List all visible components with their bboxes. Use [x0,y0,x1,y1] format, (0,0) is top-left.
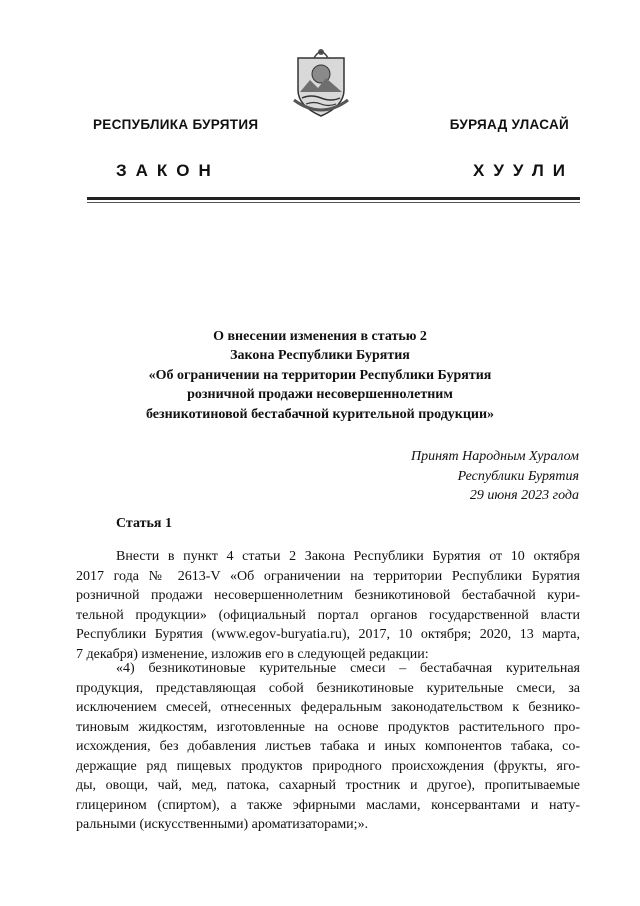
text-line: глицерином (спиртом), а также эфирными маслами, консервантами и нату- [76,797,580,813]
text-line: держащие ряд пищевых продуктов природного происхождения (фрукты, яго- [76,758,580,774]
title-line: О внесении изменения в статью 2 [213,329,427,344]
adoption-note [411,447,579,506]
law-label-bua: ХУУЛИ [473,161,574,180]
article-heading: Статья 1 [116,516,172,531]
text-line: тельной продукции» (официальный портал органов государственной власти [76,607,580,623]
adoption-line: Принят Народным Хуралом [410,449,579,464]
text-line: исключением смесей, отнесенных федеральным законодательством к безнико- [76,700,580,715]
text-line: Внести в пункт 4 статьи 2 Закона Республики Бурятия от 10 октября [116,549,580,564]
adoption-date: 29 июня 2023 года [469,488,579,503]
text-line: 2017 года № 2613-V «Об ограничении на территории Республики Бурятия [76,568,580,584]
article-paragraph-2 [76,659,580,835]
text-line: ральными (искусственными) ароматизаторами;». [76,817,369,832]
text-line: 7 декабря) изменение, изложив его в следующей редакции: [76,646,429,662]
text-line: Республики Бурятия (www.egov-buryatia.ru), 2017, 10 октября; 2020, 13 марта, [76,627,580,642]
text-line: розничной продажи несовершеннолетним безникотиновой бестабачной кури- [76,588,580,603]
title-line: Закона Республики Бурятия [230,348,410,364]
text-line: «4) безникотиновые курительные смеси – бестабачная курительная [116,661,580,676]
republic-title-bua: БУРЯАД УЛАСАЙ [449,117,569,132]
header-divider [87,197,580,200]
adoption-line: Республики Бурятия [457,468,579,484]
text-line: тиновым жидкостям, изготовленные на основе продуктов растительного про- [76,719,580,735]
title-line: «Об ограничении на территории Республики Бурятия [148,367,492,383]
text-line: исхождения, без добавления листьев табака и иных компонентов табака, со- [76,739,580,754]
coat-of-arms-icon [292,44,350,118]
republic-title-ru: РЕСПУБЛИКА БУРЯТИЯ [93,117,259,132]
law-label-ru: ЗАКОН [116,161,220,180]
title-line: безникотиновой бестабачной курительной продукции» [145,406,495,422]
header-divider-thin [87,202,580,203]
text-line: ды, овощи, чай, мед, патока, сахарный тростник и другое), пропитываемые [76,778,580,793]
article-paragraph-1 [76,547,580,664]
law-title [100,327,540,424]
title-line: розничной продажи несовершеннолетним [187,387,453,403]
text-line: продукция, представляющая собой безникотиновые курительные смеси, за [76,680,580,696]
